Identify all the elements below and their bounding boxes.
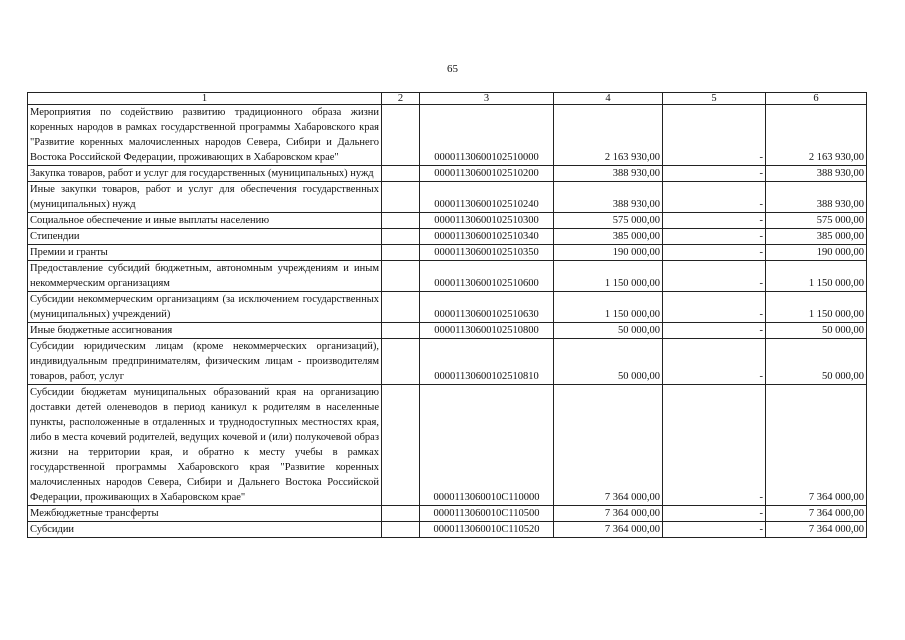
row-col2 [382, 522, 420, 538]
table-row [28, 182, 867, 213]
row-amount-total: 575 000,00 [766, 213, 867, 229]
table-row [28, 339, 867, 385]
column-header-3: 3 [420, 93, 554, 105]
row-amount-plan: 385 000,00 [554, 229, 663, 245]
row-amount-total: 7 364 000,00 [766, 385, 867, 506]
row-col2 [382, 323, 420, 339]
row-code: 00001130600102510200 [420, 166, 554, 182]
row-amount-total: 50 000,00 [766, 323, 867, 339]
budget-table [27, 92, 867, 538]
row-name: Мероприятия по содействию развитию традиционного образа жизни коренных народов в рамках государственной программы Хабаровского края "Развитие коренных малочисленных народов Севера, Сибири и Дальнего Востока Российской Федерации, проживающих в Хабаровском крае" [28, 105, 382, 166]
row-col2 [382, 339, 420, 385]
row-amount-plan: 50 000,00 [554, 323, 663, 339]
row-code: 0000113060010С110000 [420, 385, 554, 506]
table-header-row [28, 93, 867, 105]
row-code: 00001130600102510800 [420, 323, 554, 339]
row-amount-plan: 2 163 930,00 [554, 105, 663, 166]
row-amount-plan: 575 000,00 [554, 213, 663, 229]
row-amount-plan: 1 150 000,00 [554, 261, 663, 292]
row-col2 [382, 105, 420, 166]
row-amount-change: - [663, 323, 766, 339]
row-amount-plan: 190 000,00 [554, 245, 663, 261]
table-row [28, 292, 867, 323]
column-header-2: 2 [382, 93, 420, 105]
row-col2 [382, 166, 420, 182]
row-amount-change: - [663, 506, 766, 522]
column-header-1: 1 [28, 93, 382, 105]
row-code: 00001130600102510000 [420, 105, 554, 166]
row-name: Межбюджетные трансферты [28, 506, 382, 522]
page-number: 65 [447, 63, 458, 75]
row-amount-total: 190 000,00 [766, 245, 867, 261]
row-name: Предоставление субсидий бюджетным, автономным учреждениям и иным некоммерческим организациям [28, 261, 382, 292]
table-row [28, 522, 867, 538]
row-amount-plan: 7 364 000,00 [554, 506, 663, 522]
table-row [28, 166, 867, 182]
table-row [28, 506, 867, 522]
row-code: 00001130600102510600 [420, 261, 554, 292]
row-col2 [382, 292, 420, 323]
row-name: Социальное обеспечение и иные выплаты населению [28, 213, 382, 229]
row-code: 0000113060010С110500 [420, 506, 554, 522]
row-amount-change: - [663, 166, 766, 182]
row-amount-total: 1 150 000,00 [766, 292, 867, 323]
row-amount-change: - [663, 522, 766, 538]
row-code: 00001130600102510350 [420, 245, 554, 261]
row-name: Иные бюджетные ассигнования [28, 323, 382, 339]
row-name: Закупка товаров, работ и услуг для государственных (муниципальных) нужд [28, 166, 382, 182]
row-amount-change: - [663, 213, 766, 229]
row-col2 [382, 182, 420, 213]
row-amount-change: - [663, 182, 766, 213]
row-amount-change: - [663, 229, 766, 245]
row-code: 0000113060010С110520 [420, 522, 554, 538]
row-amount-total: 388 930,00 [766, 166, 867, 182]
row-col2 [382, 229, 420, 245]
table-row [28, 261, 867, 292]
row-amount-plan: 388 930,00 [554, 182, 663, 213]
table-row [28, 385, 867, 506]
row-amount-total: 7 364 000,00 [766, 522, 867, 538]
row-name: Субсидии [28, 522, 382, 538]
row-amount-plan: 1 150 000,00 [554, 292, 663, 323]
row-amount-change: - [663, 385, 766, 506]
row-name: Премии и гранты [28, 245, 382, 261]
row-amount-change: - [663, 339, 766, 385]
row-code: 00001130600102510300 [420, 213, 554, 229]
row-name: Субсидии некоммерческим организациям (за исключением государственных (муниципальных) учреждений) [28, 292, 382, 323]
row-code: 00001130600102510340 [420, 229, 554, 245]
table-row [28, 245, 867, 261]
row-amount-total: 2 163 930,00 [766, 105, 867, 166]
row-amount-change: - [663, 245, 766, 261]
table-row [28, 323, 867, 339]
row-col2 [382, 261, 420, 292]
row-amount-total: 388 930,00 [766, 182, 867, 213]
row-col2 [382, 245, 420, 261]
row-amount-plan: 50 000,00 [554, 339, 663, 385]
row-name: Иные закупки товаров, работ и услуг для обеспечения государственных (муниципальных) нужд [28, 182, 382, 213]
row-amount-total: 385 000,00 [766, 229, 867, 245]
row-amount-total: 7 364 000,00 [766, 506, 867, 522]
table-row [28, 213, 867, 229]
table-row [28, 229, 867, 245]
row-col2 [382, 213, 420, 229]
column-header-4: 4 [554, 93, 663, 105]
row-name: Субсидии юридическим лицам (кроме некоммерческих организаций), индивидуальным предпринимателям, физическим лицам - производителям товаров, работ, услуг [28, 339, 382, 385]
row-amount-plan: 7 364 000,00 [554, 522, 663, 538]
row-col2 [382, 385, 420, 506]
row-amount-change: - [663, 105, 766, 166]
row-code: 00001130600102510630 [420, 292, 554, 323]
row-code: 00001130600102510240 [420, 182, 554, 213]
table-row [28, 105, 867, 166]
column-header-5: 5 [663, 93, 766, 105]
row-amount-change: - [663, 292, 766, 323]
row-amount-plan: 388 930,00 [554, 166, 663, 182]
column-header-6: 6 [766, 93, 867, 105]
row-amount-total: 50 000,00 [766, 339, 867, 385]
row-amount-total: 1 150 000,00 [766, 261, 867, 292]
row-name: Стипендии [28, 229, 382, 245]
row-amount-change: - [663, 261, 766, 292]
row-col2 [382, 506, 420, 522]
row-code: 00001130600102510810 [420, 339, 554, 385]
row-amount-plan: 7 364 000,00 [554, 385, 663, 506]
row-name: Субсидии бюджетам муниципальных образований края на организацию доставки детей оленеводов в период каникул к родителям в населенные пункты, расположенные в отдаленных и труднодоступных местностях края, либо в места кочевий родителей, ведущих кочевой и (или) полукочевой образ жизни на территории края, и обратно к месту учебы в рамках государственной программы Хабаровского края "Развитие коренных малочисленных народов Севера, Сибири и Дальнего Востока Российской Федерации, проживающих в Хабаровском крае" [28, 385, 382, 506]
